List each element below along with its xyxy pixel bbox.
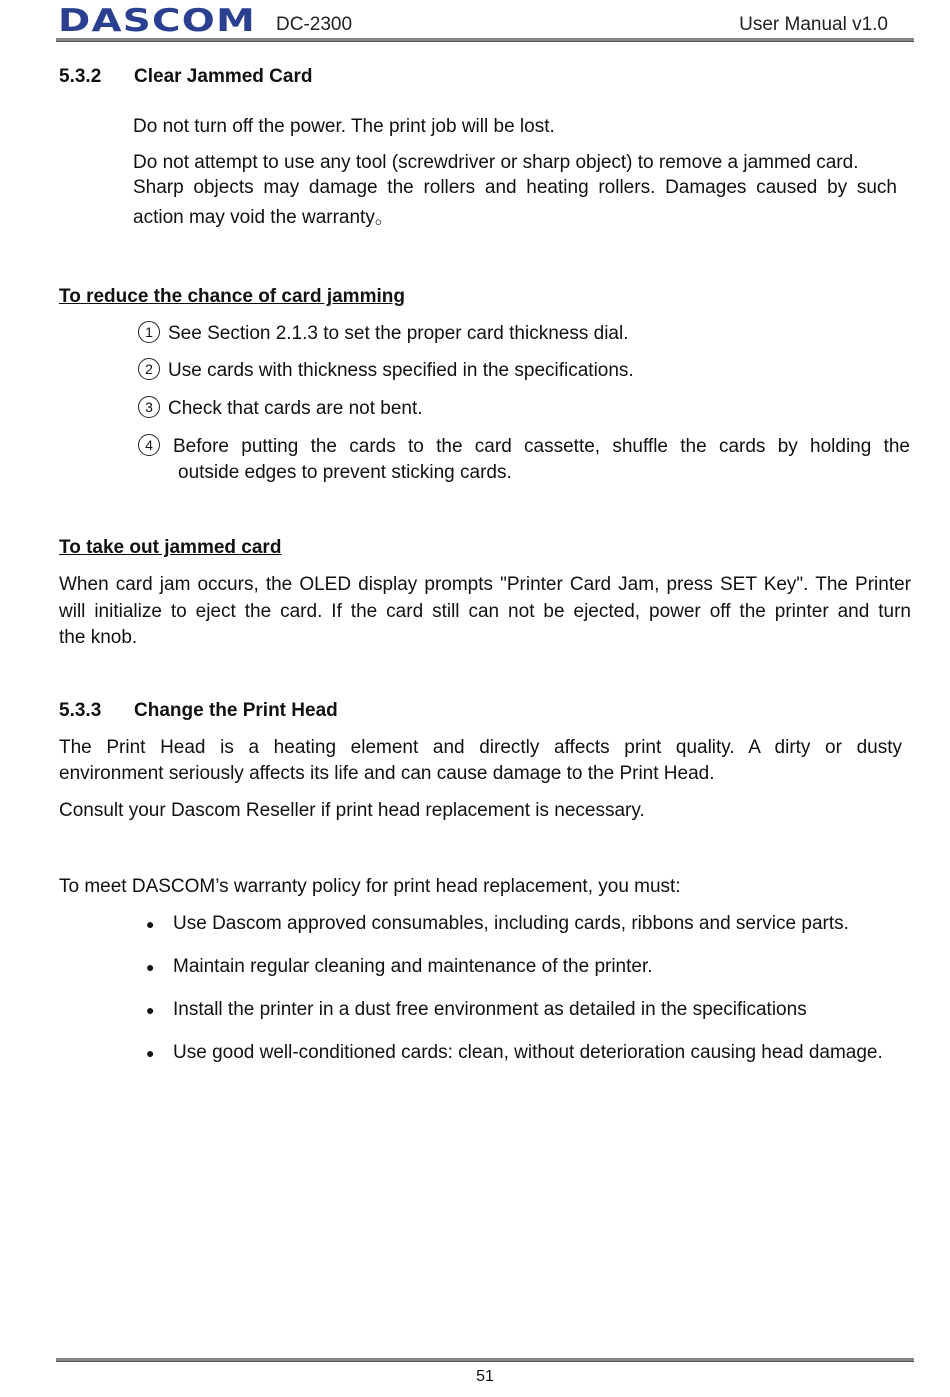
footer-divider [56, 1358, 914, 1362]
paragraph-printhead-line2: environment seriously affects its life and can cause damage to the Print Head. [59, 763, 715, 784]
paragraph-printhead-line1: The Print Head is a heating element and directly affects print quality. A dirty or dusty [59, 737, 902, 758]
heading-take-out: To take out jammed card [59, 537, 282, 558]
header-divider [56, 38, 914, 42]
item-text: See Section 2.1.3 to set the proper card thickness dial. [168, 323, 629, 344]
bullet-icon: ● [146, 1045, 155, 1061]
page-number: 51 [476, 1368, 494, 1385]
dascom-logo [58, 4, 258, 36]
list-item-number [138, 434, 168, 460]
item-text: Use cards with thickness specified in the specifications. [168, 360, 634, 381]
bullet-icon: ● [146, 916, 155, 932]
section-title: Change the Print Head [134, 700, 338, 721]
paragraph-tool-line1: Do not attempt to use any tool (screwdriver or sharp object) to remove a jammed card. [133, 152, 859, 173]
item-number: 2 [138, 358, 160, 380]
svg-text:DASCOM: DASCOM [58, 4, 256, 36]
item-text-line2: outside edges to prevent sticking cards. [178, 462, 512, 483]
item-text-line1: Before putting the cards to the card cassette, shuffle the cards by holding the [173, 436, 910, 457]
heading-reduce-jamming: To reduce the chance of card jamming [59, 286, 405, 307]
item-number: 4 [138, 434, 160, 456]
section-title: Clear Jammed Card [134, 66, 313, 87]
bullet-item: Maintain regular cleaning and maintenance of the printer. [173, 956, 653, 977]
list-item [138, 396, 423, 422]
bullet-item: Install the printer in a dust free environment as detailed in the specifications [173, 999, 807, 1020]
list-item [138, 321, 629, 347]
paragraph-takeout-line1: When card jam occurs, the OLED display prompts "Printer Card Jam, press SET Key". The Printer [59, 574, 911, 595]
paragraph-tool-line3: action may void the warranty。 [133, 207, 394, 228]
paragraph-takeout-line2: will initialize to eject the card. If the card still can not be ejected, power off the printer and turn [59, 601, 911, 622]
item-number: 3 [138, 396, 160, 418]
section-number: 5.3.2 [59, 66, 102, 87]
paragraph-warranty-policy: To meet DASCOM’s warranty policy for print head replacement, you must: [59, 876, 681, 897]
paragraph-power: Do not turn off the power. The print job will be lost. [133, 116, 555, 137]
section-number: 5.3.3 [59, 700, 102, 721]
header-model: DC-2300 [276, 14, 353, 35]
item-number: 1 [138, 321, 160, 343]
bullet-icon: ● [146, 1002, 155, 1018]
list-item [138, 358, 634, 384]
paragraph-tool-line2: Sharp objects may damage the rollers and heating rollers. Damages caused by such [133, 177, 897, 198]
paragraph-takeout-line3: the knob. [59, 627, 138, 648]
item-text: Check that cards are not bent. [168, 398, 423, 419]
bullet-item: Use good well-conditioned cards: clean, without deterioration causing head damage. [173, 1042, 883, 1063]
bullet-icon: ● [146, 959, 155, 975]
header-manual-version: User Manual v1.0 [739, 14, 888, 35]
paragraph-reseller: Consult your Dascom Reseller if print head replacement is necessary. [59, 800, 645, 821]
bullet-item: Use Dascom approved consumables, including cards, ribbons and service parts. [173, 913, 849, 934]
